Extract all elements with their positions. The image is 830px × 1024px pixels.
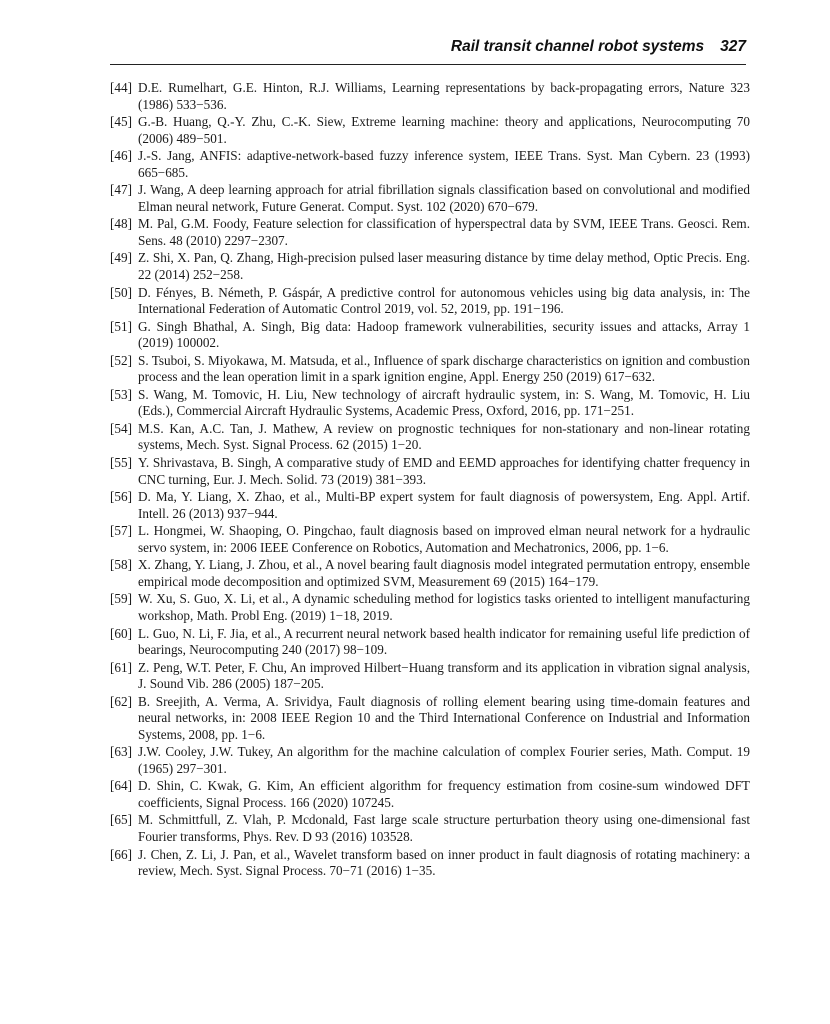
reference-text: Z. Shi, X. Pan, Q. Zhang, High-precision pulsed laser measuring distance by time delay method, Optic Precis. Eng. 22 (2014) 252−258. <box>138 250 750 282</box>
reference-text: J. Chen, Z. Li, J. Pan, et al., Wavelet transform based on inner product in fault diagnosis of rotating machinery: a review, Mech. Syst. Signal Process. 70−71 (2016) 1−35. <box>138 846 750 879</box>
reference-text: M.S. Kan, A.C. Tan, J. Mathew, A review on prognostic techniques for non-stationary and non-linear rotating systems, Mech. Syst. Signal Process. 62 (2015) 1−20. <box>138 420 750 453</box>
reference-number: [49] <box>110 250 132 266</box>
reference-number: [51] <box>110 318 132 334</box>
reference-text: J.-S. Jang, ANFIS: adaptive-network-based fuzzy inference system, IEEE Trans. Syst. Man Cybern. 23 (1993) 665−685. <box>138 148 750 180</box>
reference-number: [60] <box>110 625 132 641</box>
reference-number: [64] <box>110 778 132 794</box>
reference-number: [61] <box>110 659 132 675</box>
reference-text: S. Tsuboi, S. Miyokawa, M. Matsuda, et al., Influence of spark discharge characteristics on ignition and combustion process and the lean operation limit in a spark ignition engine, Appl. Energy 250 (2019) 617−632. <box>138 352 750 385</box>
reference-entry <box>110 489 750 522</box>
reference-number: [57] <box>110 523 132 539</box>
reference-text: D.E. Rumelhart, G.E. Hinton, R.J. Williams, Learning representations by back-propagating errors, Nature 323 (1986) 533−536. <box>138 80 750 112</box>
reference-entry <box>110 148 750 181</box>
running-header <box>110 38 746 65</box>
reference-number: [48] <box>110 216 132 232</box>
reference-number: [45] <box>110 114 132 130</box>
reference-number: [58] <box>110 557 132 573</box>
reference-entry <box>110 812 750 845</box>
reference-number: [47] <box>110 182 132 198</box>
reference-text: M. Pal, G.M. Foody, Feature selection for classification of hyperspectral data by SVM, IEEE Trans. Geosci. Rem. Sens. 48 (2010) 2297−2307. <box>138 216 750 248</box>
reference-text: B. Sreejith, A. Verma, A. Srividya, Fault diagnosis of rolling element bearing using time-domain features and neural networks, in: 2008 IEEE Region 10 and the Third International Conference on Industrial and Information Systems, 2008, pp. 1−6. <box>138 693 750 742</box>
reference-number: [59] <box>110 591 132 607</box>
reference-entry <box>110 523 750 556</box>
reference-text: D. Shin, C. Kwak, G. Kim, An efficient algorithm for frequency estimation from cosine-sum windowed DFT coefficients, Signal Process. 166 (2020) 107245. <box>138 778 750 810</box>
running-header-title: Rail transit channel robot systems <box>450 38 705 55</box>
reference-entry <box>110 591 750 624</box>
reference-text: J.W. Cooley, J.W. Tukey, An algorithm for the machine calculation of complex Fourier series, Math. Comput. 19 (1965) 297−301. <box>138 744 750 776</box>
reference-text: L. Guo, N. Li, F. Jia, et al., A recurrent neural network based health indicator for remaining useful life prediction of bearings, Neurocomputing 240 (2017) 98−109. <box>138 625 750 657</box>
reference-entry <box>110 744 750 777</box>
reference-text: W. Xu, S. Guo, X. Li, et al., A dynamic scheduling method for logistics tasks oriented to intelligent manufacturing workshop, Math. Probl Eng. (2019) 1−18, 2019. <box>138 591 750 623</box>
reference-text: D. Ma, Y. Liang, X. Zhao, et al., Multi-BP expert system for fault diagnosis of powersystem, Eng. Appl. Artif. Intell. 26 (2013) 937−944. <box>138 489 750 521</box>
reference-entry <box>110 455 750 488</box>
reference-entry <box>110 182 750 215</box>
reference-number: [56] <box>110 489 132 505</box>
reference-number: [50] <box>110 284 132 300</box>
reference-list <box>110 80 750 881</box>
reference-entry <box>110 626 750 659</box>
reference-text: L. Hongmei, W. Shaoping, O. Pingchao, fault diagnosis based on improved elman neural network for a hydraulic servo system, in: 2006 IEEE Conference on Robotics, Automation and Mechatronics, 2006, pp. 1−6. <box>138 523 750 555</box>
reference-entry <box>110 285 750 318</box>
reference-entry <box>110 216 750 249</box>
reference-number: [66] <box>110 846 132 862</box>
reference-entry <box>110 847 750 880</box>
reference-text: S. Wang, M. Tomovic, H. Liu, New technology of aircraft hydraulic system, in: S. Wang, M. Tomovic, H. Liu (Eds.), Commercial Aircraft Hydraulic Systems, Academic Press, Oxford, 2016, pp. 171−251. <box>138 386 750 419</box>
reference-number: [65] <box>110 812 132 828</box>
reference-text: J. Wang, A deep learning approach for atrial fibrillation signals classification based on convolutional and modified Elman neural network, Future Generat. Comput. Syst. 102 (2020) 670−679. <box>138 182 750 214</box>
reference-entry <box>110 660 750 693</box>
reference-text: D. Fényes, B. Németh, P. Gáspár, A predictive control for autonomous vehicles using big data analysis, in: The International Federation of Automatic Control 2019, vol. 52, 2019, pp. 191−196. <box>138 284 750 317</box>
reference-entry <box>110 114 750 147</box>
reference-number: [46] <box>110 148 132 164</box>
reference-number: [44] <box>110 80 132 95</box>
reference-text: X. Zhang, Y. Liang, J. Zhou, et al., A novel bearing fault diagnosis model integrated permutation entropy, ensemble empirical mode decomposition and optimized SVM, Measurement 69 (2015) 164−179. <box>138 557 750 589</box>
reference-text: M. Schmittfull, Z. Vlah, P. Mcdonald, Fast large scale structure perturbation theory using one-dimensional fast Fourier transforms, Phys. Rev. D 93 (2016) 103528. <box>138 812 750 844</box>
reference-entry <box>110 421 750 454</box>
reference-number: [54] <box>110 420 132 436</box>
reference-entry <box>110 353 750 386</box>
reference-entry <box>110 557 750 590</box>
reference-number: [52] <box>110 352 132 368</box>
reference-number: [55] <box>110 455 132 471</box>
reference-text: Z. Peng, W.T. Peter, F. Chu, An improved Hilbert−Huang transform and its application in vibration signal analysis, J. Sound Vib. 286 (2005) 187−205. <box>138 659 750 692</box>
reference-entry <box>110 694 750 744</box>
reference-number: [53] <box>110 386 132 402</box>
reference-entry <box>110 319 750 352</box>
reference-entry <box>110 80 750 113</box>
reference-entry <box>110 250 750 283</box>
reference-text: G.-B. Huang, Q.-Y. Zhu, C.-K. Siew, Extreme learning machine: theory and applications, Neurocomputing 70 (2006) 489−501. <box>138 114 750 146</box>
reference-number: [62] <box>110 693 132 709</box>
page-number: 327 <box>720 38 746 55</box>
reference-text: Y. Shrivastava, B. Singh, A comparative study of EMD and EEMD approaches for identifying chatter frequency in CNC turning, Eur. J. Mech. Solid. 73 (2019) 381−393. <box>138 455 750 487</box>
reference-text: G. Singh Bhathal, A. Singh, Big data: Hadoop framework vulnerabilities, security issues and attacks, Array 1 (2019) 100002. <box>138 318 750 351</box>
reference-number: [63] <box>110 744 132 760</box>
reference-entry <box>110 778 750 811</box>
reference-entry <box>110 387 750 420</box>
